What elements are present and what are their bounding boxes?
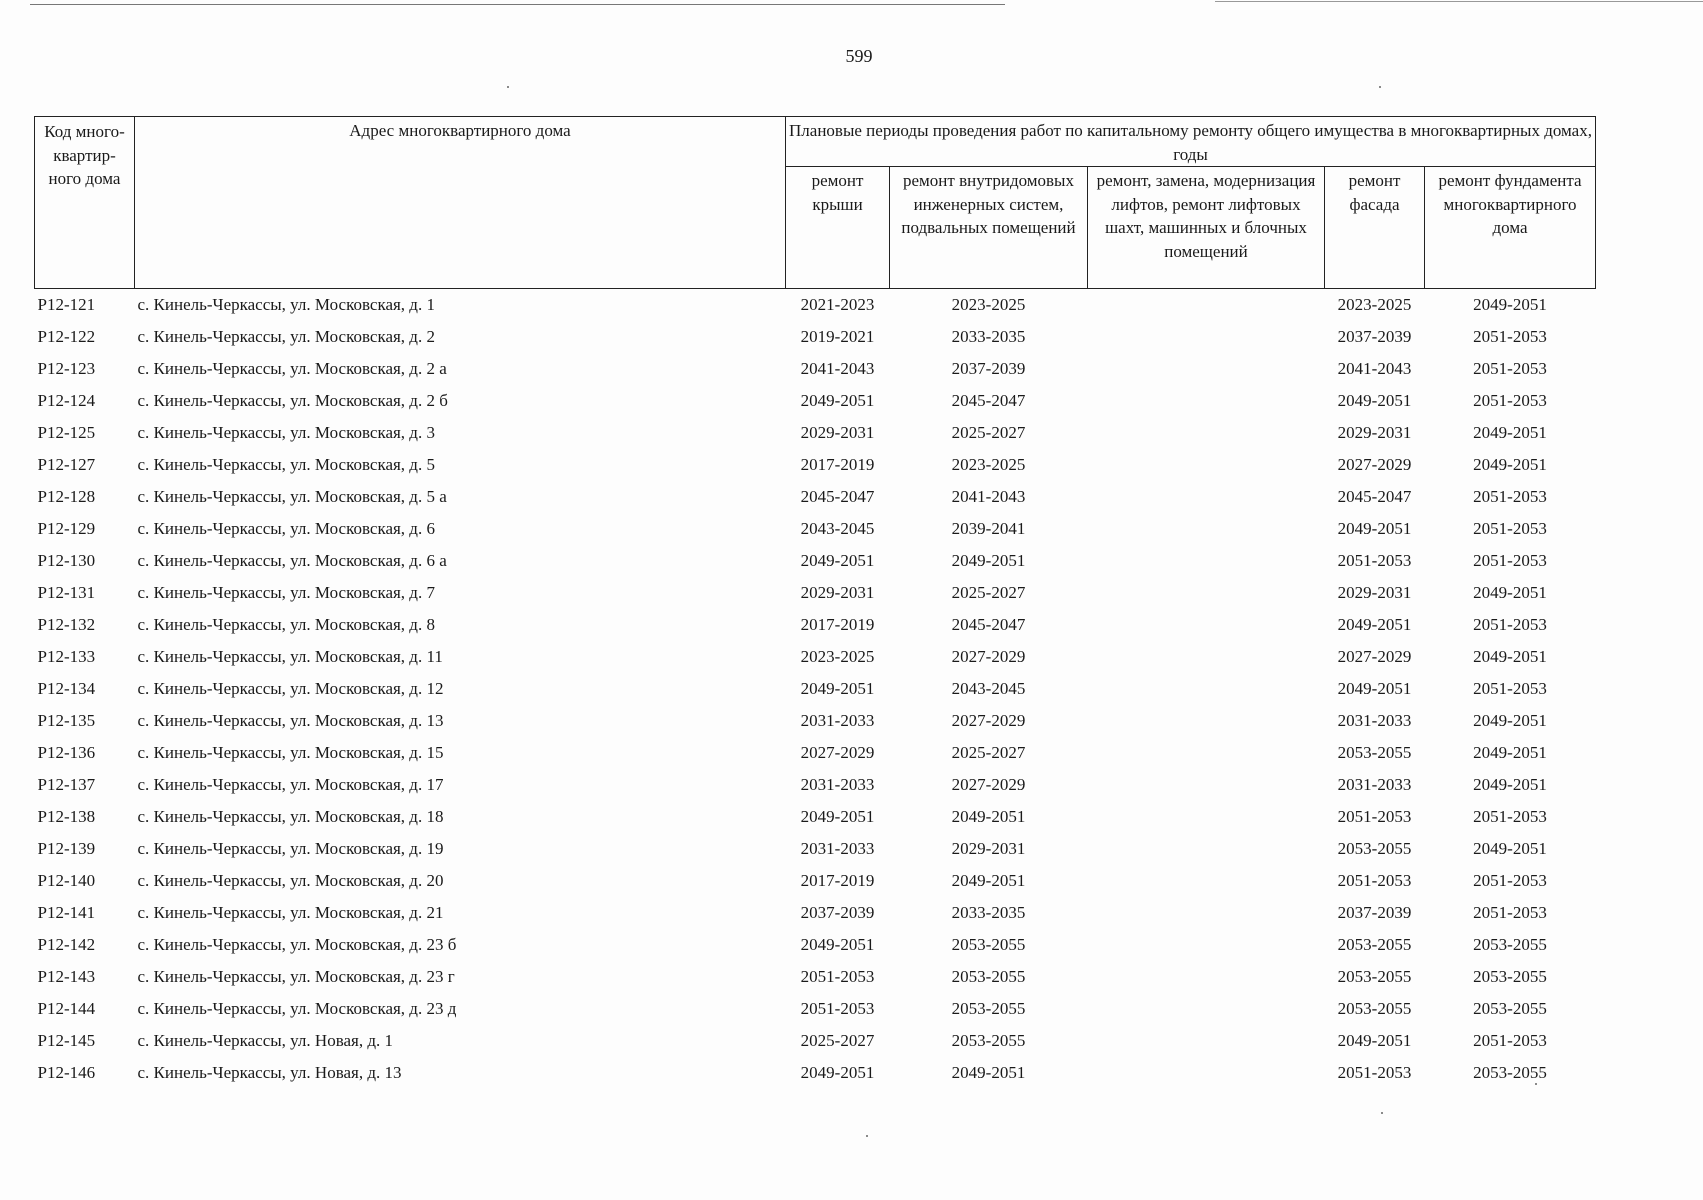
cell-roof: 2049-2051 — [800, 807, 875, 826]
cell-engineering: 2025-2027 — [951, 423, 1026, 442]
cell-facade: 2053-2055 — [1337, 935, 1412, 954]
cell-engineering: 2023-2025 — [951, 455, 1026, 474]
header-foundation: ремонт фундамента многоквартирного дома — [1425, 167, 1596, 289]
cell-elevators — [1088, 673, 1325, 705]
cell-facade: 2031-2033 — [1337, 711, 1412, 730]
cell-elevators — [1088, 1057, 1325, 1089]
cell-address: с. Кинель-Черкассы, ул. Московская, д. 6 а — [137, 551, 447, 570]
cell-foundation: 2051-2053 — [1473, 391, 1547, 410]
cell-foundation: 2053-2055 — [1473, 1063, 1547, 1082]
cell-code: P12-137 — [37, 775, 96, 794]
cell-roof: 2051-2053 — [800, 967, 875, 986]
cell-foundation: 2051-2053 — [1473, 551, 1547, 570]
table-row — [35, 481, 1596, 513]
table-row — [35, 1057, 1596, 1089]
scan-speck — [507, 86, 509, 88]
table-row — [35, 801, 1596, 833]
cell-foundation: 2049-2051 — [1473, 647, 1547, 666]
header-code: Код много-квартир-ного дома — [35, 117, 135, 289]
cell-roof: 2049-2051 — [800, 1063, 875, 1082]
cell-code: P12-135 — [37, 711, 96, 730]
cell-facade: 2051-2053 — [1337, 871, 1412, 890]
cell-roof: 2041-2043 — [800, 359, 875, 378]
cell-facade: 2053-2055 — [1337, 839, 1412, 858]
cell-foundation: 2049-2051 — [1473, 775, 1547, 794]
cell-elevators — [1088, 545, 1325, 577]
scan-edge-line — [30, 4, 1005, 5]
cell-elevators — [1088, 961, 1325, 993]
cell-engineering: 2043-2045 — [951, 679, 1026, 698]
cell-address: с. Кинель-Черкассы, ул. Московская, д. 11 — [137, 647, 443, 666]
table-row — [35, 417, 1596, 449]
cell-address: с. Кинель-Черкассы, ул. Московская, д. 2 а — [137, 359, 447, 378]
cell-facade: 2051-2053 — [1337, 551, 1412, 570]
cell-facade: 2053-2055 — [1337, 743, 1412, 762]
header-periods: Плановые периоды проведения работ по капитальному ремонту общего имущества в многоквартирных домах, годы — [786, 117, 1596, 167]
cell-elevators — [1088, 353, 1325, 385]
cell-address: с. Кинель-Черкассы, ул. Московская, д. 23 г — [137, 967, 455, 986]
cell-elevators — [1088, 769, 1325, 801]
cell-address: с. Кинель-Черкассы, ул. Московская, д. 1 — [137, 295, 435, 314]
header-elevators: ремонт, замена, модернизация лифтов, ремонт лифтовых шахт, машинных и блочных помещений — [1088, 167, 1325, 289]
cell-address: с. Кинель-Черкассы, ул. Московская, д. 5 — [137, 455, 435, 474]
cell-code: P12-138 — [37, 807, 96, 826]
cell-roof: 2023-2025 — [800, 647, 875, 666]
cell-engineering: 2029-2031 — [951, 839, 1026, 858]
cell-elevators — [1088, 641, 1325, 673]
cell-elevators — [1088, 993, 1325, 1025]
cell-facade: 2053-2055 — [1337, 999, 1412, 1018]
cell-address: с. Кинель-Черкассы, ул. Московская, д. 19 — [137, 839, 444, 858]
cell-engineering: 2033-2035 — [951, 327, 1026, 346]
cell-foundation: 2053-2055 — [1473, 967, 1547, 986]
cell-facade: 2049-2051 — [1337, 391, 1412, 410]
cell-roof: 2031-2033 — [800, 775, 875, 794]
cell-address: с. Кинель-Черкассы, ул. Московская, д. 2 — [137, 327, 435, 346]
cell-address: с. Кинель-Черкассы, ул. Новая, д. 13 — [137, 1063, 402, 1082]
cell-foundation: 2051-2053 — [1473, 487, 1547, 506]
cell-facade: 2051-2053 — [1337, 1063, 1412, 1082]
table-body — [35, 289, 1596, 1090]
table-row — [35, 513, 1596, 545]
cell-foundation: 2051-2053 — [1473, 679, 1547, 698]
table-row — [35, 1025, 1596, 1057]
cell-code: P12-128 — [37, 487, 96, 506]
cell-elevators — [1088, 289, 1325, 322]
cell-engineering: 2039-2041 — [951, 519, 1026, 538]
cell-foundation: 2051-2053 — [1473, 903, 1547, 922]
header-engineering: ремонт внутридомовых инженерных систем, подвальных помещений — [890, 167, 1088, 289]
cell-elevators — [1088, 705, 1325, 737]
cell-code: P12-145 — [37, 1031, 96, 1050]
cell-roof: 2043-2045 — [800, 519, 875, 538]
cell-engineering: 2033-2035 — [951, 903, 1026, 922]
cell-foundation: 2051-2053 — [1473, 519, 1547, 538]
cell-elevators — [1088, 417, 1325, 449]
cell-foundation: 2049-2051 — [1473, 423, 1547, 442]
cell-address: с. Кинель-Черкассы, ул. Московская, д. 6 — [137, 519, 435, 538]
cell-address: с. Кинель-Черкассы, ул. Московская, д. 5 а — [137, 487, 447, 506]
cell-engineering: 2045-2047 — [951, 391, 1026, 410]
table-row — [35, 609, 1596, 641]
cell-code: P12-121 — [37, 295, 96, 314]
cell-engineering: 2053-2055 — [951, 935, 1026, 954]
cell-address: с. Кинель-Черкассы, ул. Московская, д. 17 — [137, 775, 444, 794]
repair-schedule-table — [34, 116, 1596, 1089]
cell-code: P12-143 — [37, 967, 96, 986]
cell-roof: 2019-2021 — [800, 327, 875, 346]
cell-foundation: 2053-2055 — [1473, 935, 1547, 954]
table-row — [35, 353, 1596, 385]
cell-roof: 2051-2053 — [800, 999, 875, 1018]
cell-facade: 2053-2055 — [1337, 967, 1412, 986]
scan-speck — [1535, 1083, 1537, 1085]
cell-facade: 2037-2039 — [1337, 327, 1412, 346]
cell-engineering: 2053-2055 — [951, 1031, 1026, 1050]
cell-facade: 2049-2051 — [1337, 615, 1412, 634]
cell-engineering: 2049-2051 — [951, 1063, 1026, 1082]
cell-roof: 2017-2019 — [800, 615, 875, 634]
cell-roof: 2037-2039 — [800, 903, 875, 922]
cell-code: P12-125 — [37, 423, 96, 442]
cell-engineering: 2049-2051 — [951, 871, 1026, 890]
cell-roof: 2017-2019 — [800, 455, 875, 474]
cell-address: с. Кинель-Черкассы, ул. Московская, д. 8 — [137, 615, 435, 634]
cell-engineering: 2027-2029 — [951, 775, 1026, 794]
cell-roof: 2021-2023 — [800, 295, 875, 314]
table-row — [35, 769, 1596, 801]
cell-foundation: 2051-2053 — [1473, 615, 1547, 634]
cell-roof: 2025-2027 — [800, 1031, 875, 1050]
header-address: Адрес многоквартирного дома — [135, 117, 786, 289]
cell-address: с. Кинель-Черкассы, ул. Московская, д. 20 — [137, 871, 444, 890]
cell-facade: 2027-2029 — [1337, 647, 1412, 666]
table-header-row — [35, 117, 1596, 167]
cell-engineering: 2041-2043 — [951, 487, 1026, 506]
cell-facade: 2045-2047 — [1337, 487, 1412, 506]
cell-engineering: 2027-2029 — [951, 711, 1026, 730]
table-row — [35, 961, 1596, 993]
cell-code: P12-127 — [37, 455, 96, 474]
table-row — [35, 641, 1596, 673]
cell-foundation: 2051-2053 — [1473, 359, 1547, 378]
cell-code: P12-133 — [37, 647, 96, 666]
cell-engineering: 2023-2025 — [951, 295, 1026, 314]
cell-facade: 2029-2031 — [1337, 423, 1412, 442]
cell-foundation: 2051-2053 — [1473, 807, 1547, 826]
cell-address: с. Кинель-Черкассы, ул. Московская, д. 3 — [137, 423, 435, 442]
table-row — [35, 545, 1596, 577]
cell-elevators — [1088, 897, 1325, 929]
cell-facade: 2023-2025 — [1337, 295, 1412, 314]
cell-foundation: 2049-2051 — [1473, 743, 1547, 762]
cell-elevators — [1088, 609, 1325, 641]
cell-elevators — [1088, 513, 1325, 545]
cell-engineering: 2037-2039 — [951, 359, 1026, 378]
cell-code: P12-132 — [37, 615, 96, 634]
cell-roof: 2029-2031 — [800, 583, 875, 602]
cell-elevators — [1088, 449, 1325, 481]
cell-engineering: 2053-2055 — [951, 999, 1026, 1018]
cell-foundation: 2049-2051 — [1473, 583, 1547, 602]
cell-roof: 2049-2051 — [800, 935, 875, 954]
cell-address: с. Кинель-Черкассы, ул. Московская, д. 2 б — [137, 391, 448, 410]
cell-code: P12-123 — [37, 359, 96, 378]
header-roof: ремонт крыши — [786, 167, 890, 289]
cell-code: P12-140 — [37, 871, 96, 890]
cell-roof: 2017-2019 — [800, 871, 875, 890]
cell-engineering: 2025-2027 — [951, 583, 1026, 602]
cell-code: P12-124 — [37, 391, 96, 410]
cell-roof: 2031-2033 — [800, 711, 875, 730]
cell-roof: 2049-2051 — [800, 391, 875, 410]
cell-foundation: 2049-2051 — [1473, 455, 1547, 474]
scan-edge-line — [1215, 1, 1703, 2]
table-row — [35, 833, 1596, 865]
cell-engineering: 2053-2055 — [951, 967, 1026, 986]
cell-address: с. Кинель-Черкассы, ул. Московская, д. 18 — [137, 807, 444, 826]
cell-roof: 2029-2031 — [800, 423, 875, 442]
cell-facade: 2027-2029 — [1337, 455, 1412, 474]
cell-roof: 2031-2033 — [800, 839, 875, 858]
cell-elevators — [1088, 577, 1325, 609]
cell-foundation: 2051-2053 — [1473, 871, 1547, 890]
cell-elevators — [1088, 385, 1325, 417]
cell-code: P12-146 — [37, 1063, 96, 1082]
scan-speck — [866, 1135, 868, 1137]
table-row — [35, 993, 1596, 1025]
cell-code: P12-142 — [37, 935, 96, 954]
table-row — [35, 705, 1596, 737]
cell-roof: 2049-2051 — [800, 679, 875, 698]
cell-facade: 2051-2053 — [1337, 807, 1412, 826]
cell-foundation: 2049-2051 — [1473, 711, 1547, 730]
cell-facade: 2049-2051 — [1337, 679, 1412, 698]
cell-code: P12-131 — [37, 583, 96, 602]
cell-foundation: 2053-2055 — [1473, 999, 1547, 1018]
cell-roof: 2049-2051 — [800, 551, 875, 570]
cell-facade: 2031-2033 — [1337, 775, 1412, 794]
cell-code: P12-141 — [37, 903, 96, 922]
cell-address: с. Кинель-Черкассы, ул. Московская, д. 21 — [137, 903, 444, 922]
table-row — [35, 449, 1596, 481]
table-row — [35, 897, 1596, 929]
cell-code: P12-129 — [37, 519, 96, 538]
cell-code: P12-139 — [37, 839, 96, 858]
cell-address: с. Кинель-Черкассы, ул. Московская, д. 7 — [137, 583, 435, 602]
cell-engineering: 2027-2029 — [951, 647, 1026, 666]
cell-elevators — [1088, 833, 1325, 865]
cell-code: P12-130 — [37, 551, 96, 570]
cell-code: P12-122 — [37, 327, 96, 346]
cell-engineering: 2049-2051 — [951, 551, 1026, 570]
cell-elevators — [1088, 321, 1325, 353]
cell-roof: 2027-2029 — [800, 743, 875, 762]
cell-elevators — [1088, 865, 1325, 897]
table-row — [35, 865, 1596, 897]
cell-address: с. Кинель-Черкассы, ул. Московская, д. 23 д — [137, 999, 457, 1018]
cell-foundation: 2051-2053 — [1473, 327, 1547, 346]
scan-speck — [1381, 1112, 1383, 1114]
cell-address: с. Кинель-Черкассы, ул. Московская, д. 23 б — [137, 935, 457, 954]
cell-facade: 2041-2043 — [1337, 359, 1412, 378]
table-row — [35, 321, 1596, 353]
cell-facade: 2049-2051 — [1337, 1031, 1412, 1050]
cell-address: с. Кинель-Черкассы, ул. Московская, д. 15 — [137, 743, 444, 762]
cell-code: P12-144 — [37, 999, 96, 1018]
scan-speck — [1379, 86, 1381, 88]
table-row — [35, 577, 1596, 609]
cell-address: с. Кинель-Черкассы, ул. Московская, д. 13 — [137, 711, 444, 730]
cell-elevators — [1088, 481, 1325, 513]
cell-foundation: 2049-2051 — [1473, 839, 1547, 858]
cell-code: P12-134 — [37, 679, 96, 698]
table-row — [35, 929, 1596, 961]
cell-address: с. Кинель-Черкассы, ул. Московская, д. 12 — [137, 679, 444, 698]
cell-engineering: 2045-2047 — [951, 615, 1026, 634]
cell-elevators — [1088, 1025, 1325, 1057]
table-row — [35, 385, 1596, 417]
cell-elevators — [1088, 737, 1325, 769]
cell-facade: 2037-2039 — [1337, 903, 1412, 922]
cell-engineering: 2025-2027 — [951, 743, 1026, 762]
cell-facade: 2029-2031 — [1337, 583, 1412, 602]
table-row — [35, 289, 1596, 322]
table-row — [35, 737, 1596, 769]
cell-elevators — [1088, 801, 1325, 833]
cell-roof: 2045-2047 — [800, 487, 875, 506]
cell-code: P12-136 — [37, 743, 96, 762]
header-facade: ремонт фасада — [1325, 167, 1425, 289]
cell-facade: 2049-2051 — [1337, 519, 1412, 538]
cell-address: с. Кинель-Черкассы, ул. Новая, д. 1 — [137, 1031, 394, 1050]
cell-foundation: 2049-2051 — [1473, 295, 1547, 314]
page-number: 599 — [845, 46, 873, 66]
cell-engineering: 2049-2051 — [951, 807, 1026, 826]
cell-elevators — [1088, 929, 1325, 961]
cell-foundation: 2051-2053 — [1473, 1031, 1547, 1050]
table-row — [35, 673, 1596, 705]
